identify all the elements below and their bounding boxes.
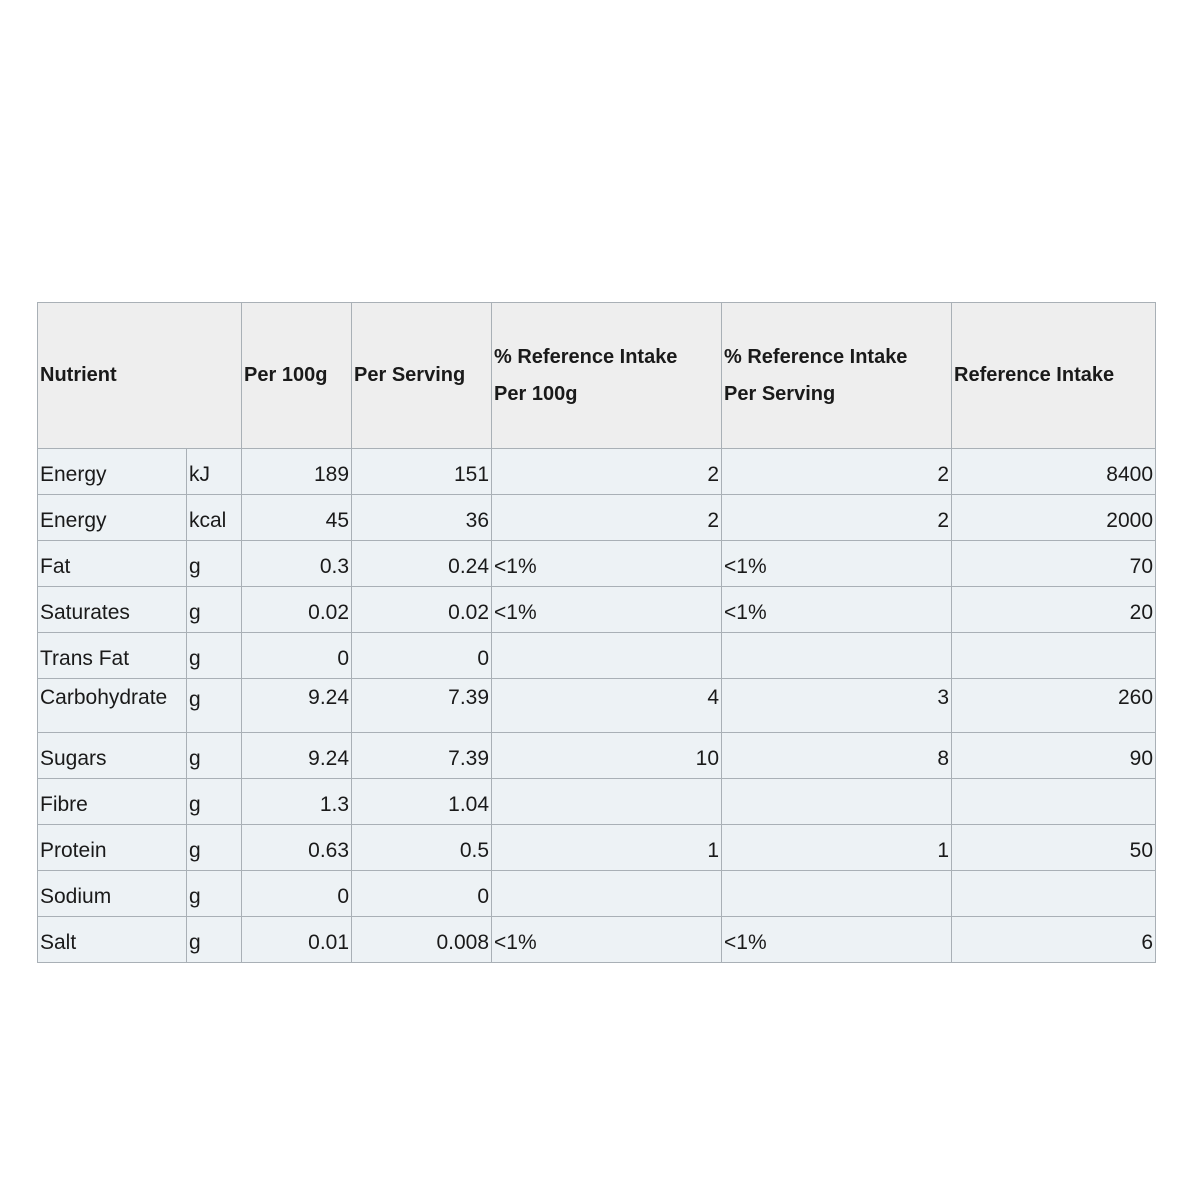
cell-per-serving: 0 — [352, 871, 492, 917]
cell-reference-intake: 20 — [952, 587, 1156, 633]
cell-per-100g: 189 — [242, 449, 352, 495]
cell-reference-intake: 2000 — [952, 495, 1156, 541]
cell-ri-per-serving: 8 — [722, 733, 952, 779]
cell-ri-per-100g: <1% — [492, 917, 722, 963]
cell-ri-per-100g: 10 — [492, 733, 722, 779]
cell-ri-per-100g: 2 — [492, 495, 722, 541]
cell-ri-per-serving: 3 — [722, 679, 952, 733]
cell-per-100g: 45 — [242, 495, 352, 541]
table-row — [38, 825, 1156, 871]
cell-unit: g — [187, 779, 242, 825]
table-row — [38, 587, 1156, 633]
cell-per-100g: 0.63 — [242, 825, 352, 871]
cell-per-serving: 0.008 — [352, 917, 492, 963]
cell-nutrient: Fibre — [38, 779, 187, 825]
cell-nutrient: Protein — [38, 825, 187, 871]
cell-ri-per-serving — [722, 871, 952, 917]
header-ri-per-serving-line1: % Reference Intake — [724, 345, 908, 368]
cell-unit: g — [187, 633, 242, 679]
cell-reference-intake: 260 — [952, 679, 1156, 733]
cell-per-serving: 0.24 — [352, 541, 492, 587]
cell-reference-intake — [952, 779, 1156, 825]
table-row — [38, 495, 1156, 541]
cell-unit: g — [187, 541, 242, 587]
cell-nutrient: Energy — [38, 449, 187, 495]
cell-ri-per-100g — [492, 633, 722, 679]
cell-per-serving: 36 — [352, 495, 492, 541]
cell-reference-intake — [952, 633, 1156, 679]
cell-ri-per-100g: <1% — [492, 587, 722, 633]
cell-reference-intake: 90 — [952, 733, 1156, 779]
table-row — [38, 449, 1156, 495]
cell-ri-per-100g — [492, 779, 722, 825]
cell-nutrient: Salt — [38, 917, 187, 963]
table-row — [38, 733, 1156, 779]
cell-per-serving: 0.02 — [352, 587, 492, 633]
cell-ri-per-serving: <1% — [722, 917, 952, 963]
cell-unit: g — [187, 679, 242, 733]
cell-nutrient: Saturates — [38, 587, 187, 633]
cell-ri-per-100g: 4 — [492, 679, 722, 733]
cell-unit: g — [187, 587, 242, 633]
cell-per-serving: 7.39 — [352, 679, 492, 733]
table-row — [38, 779, 1156, 825]
table-row — [38, 679, 1156, 733]
header-row — [38, 303, 1156, 449]
header-reference-intake: Reference Intake — [952, 303, 1156, 449]
cell-nutrient: Sodium — [38, 871, 187, 917]
cell-reference-intake: 70 — [952, 541, 1156, 587]
header-nutrient: Nutrient — [38, 303, 242, 449]
cell-ri-per-100g: 2 — [492, 449, 722, 495]
cell-ri-per-serving: 2 — [722, 449, 952, 495]
cell-nutrient: Sugars — [38, 733, 187, 779]
cell-per-100g: 0.3 — [242, 541, 352, 587]
cell-reference-intake: 6 — [952, 917, 1156, 963]
cell-per-100g: 0.02 — [242, 587, 352, 633]
cell-per-100g: 0 — [242, 871, 352, 917]
cell-unit: g — [187, 733, 242, 779]
header-ri-per-serving-line2: Per Serving — [724, 382, 836, 405]
cell-per-100g: 0 — [242, 633, 352, 679]
cell-per-100g: 1.3 — [242, 779, 352, 825]
header-per-100g: Per 100g — [242, 303, 352, 449]
cell-ri-per-100g — [492, 871, 722, 917]
cell-unit: kJ — [187, 449, 242, 495]
cell-reference-intake: 8400 — [952, 449, 1156, 495]
cell-ri-per-serving: <1% — [722, 541, 952, 587]
cell-per-serving: 1.04 — [352, 779, 492, 825]
cell-ri-per-serving — [722, 633, 952, 679]
cell-per-serving: 7.39 — [352, 733, 492, 779]
header-ri-per-100g — [492, 303, 722, 449]
cell-reference-intake — [952, 871, 1156, 917]
cell-ri-per-serving: 1 — [722, 825, 952, 871]
table-row — [38, 917, 1156, 963]
table-row — [38, 871, 1156, 917]
cell-nutrient: Energy — [38, 495, 187, 541]
cell-nutrient: Fat — [38, 541, 187, 587]
cell-unit: g — [187, 825, 242, 871]
cell-per-100g: 9.24 — [242, 679, 352, 733]
cell-ri-per-serving — [722, 779, 952, 825]
cell-nutrient: Trans Fat — [38, 633, 187, 679]
cell-per-100g: 9.24 — [242, 733, 352, 779]
cell-per-serving: 0 — [352, 633, 492, 679]
nutrition-table — [37, 302, 1156, 963]
cell-unit: g — [187, 871, 242, 917]
cell-nutrient: Carbohydrate — [38, 679, 187, 733]
cell-ri-per-serving: 2 — [722, 495, 952, 541]
header-per-serving: Per Serving — [352, 303, 492, 449]
table-row — [38, 633, 1156, 679]
cell-ri-per-100g: <1% — [492, 541, 722, 587]
header-ri-per-serving — [722, 303, 952, 449]
table-row — [38, 541, 1156, 587]
cell-unit: kcal — [187, 495, 242, 541]
cell-per-100g: 0.01 — [242, 917, 352, 963]
header-ri-per-100g-line1: % Reference Intake — [494, 345, 678, 368]
cell-per-serving: 0.5 — [352, 825, 492, 871]
cell-ri-per-serving: <1% — [722, 587, 952, 633]
cell-ri-per-100g: 1 — [492, 825, 722, 871]
header-ri-per-100g-line2: Per 100g — [494, 382, 578, 405]
cell-per-serving: 151 — [352, 449, 492, 495]
cell-unit: g — [187, 917, 242, 963]
cell-reference-intake: 50 — [952, 825, 1156, 871]
